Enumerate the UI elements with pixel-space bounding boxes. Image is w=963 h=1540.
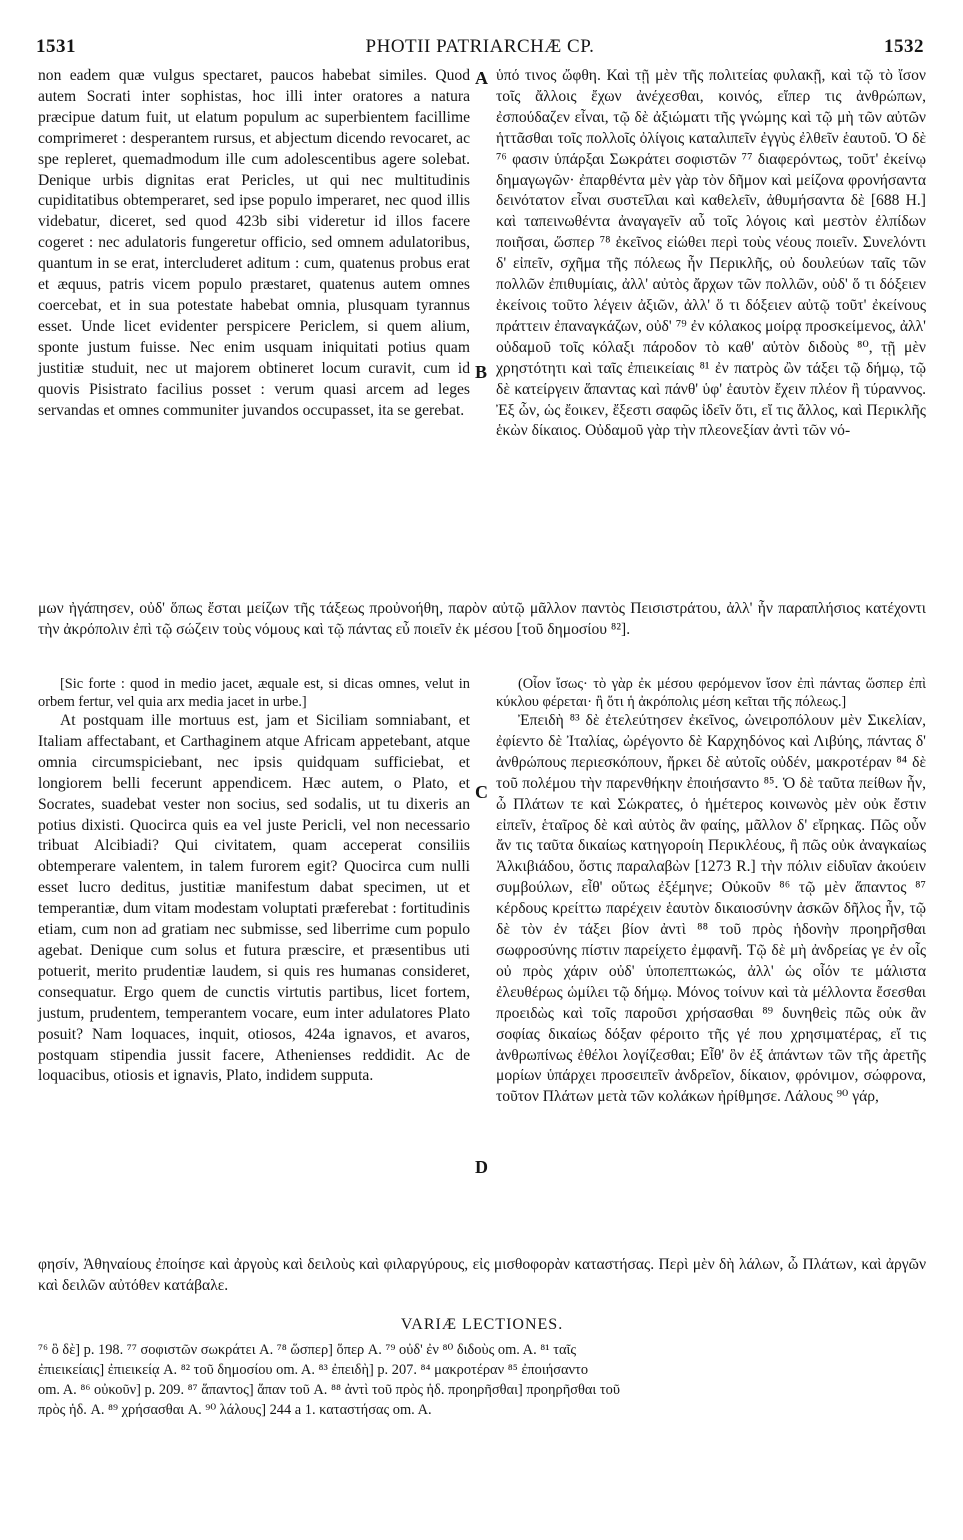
latin-column-top xyxy=(38,66,470,421)
greek-column-top xyxy=(496,66,926,442)
right-page-number: 1532 xyxy=(884,36,924,57)
margin-marker-a: A xyxy=(475,68,488,88)
variae-lectiones-list xyxy=(38,1340,926,1420)
greek-column-bottom xyxy=(496,676,926,1108)
running-header xyxy=(36,36,924,62)
greek-paragraph-2: Ἐπειδὴ ⁸³ δὲ ἐτελεύτησεν ἐκεῖνος, ὠνειροπόλουν μὲν Σικελίαν, ἐφίεντο δὲ Ἰταλίας, ὠρέγοντο δὲ Καρχηδόνος καὶ Λιβύης, πάντας δ' ἀνθρώπους περιεσκόπουν, ἤρκει δὲ αὐτοῖς οὐδέν, μακροτέραν ⁸⁴ δὲ τοῦ πολέμου τὴν παρενθήκην ἐποιήσαντο ⁸⁵. Ὁ δὲ ταῦτα πείθων ἦν, ὦ Πλάτων τε καὶ Σώκρατες, ὁ ἡμέτερος κοινωνὸς μὲν οὐκ ἔστιν εἰπεῖν, ἑταῖρος δὲ καὶ αὐτὸς ἂν φαίης, μᾶλλον δ' εἴρηκας. Πῶς οὖν ἄν τις ταῦτα δικαίως κατηγοροίη Περικλέους, ἢ πῶς οὐκ ἀναγκαίως Ἀλκιβιάδου, ὅστις παραλαβὼν [1273 R.] τὴν πόλιν εἰδυῖαν ἀκούειν συμβούλων, εἶθ' οὕτως ἐξέμηνε; Οὐκοῦν ⁸⁶ τῷ μὲν ἅπαντος ⁸⁷ κέρδους κρείττω παρέχειν ἑαυτὸν δικαιοσύνην ἀσκῶν δῆλος ἦν, τῷ δὲ τὸν ἐν τάξει βίον ἀντὶ ⁸⁸ τοῦ πρὸς ἡδονὴν προηρῆσθαι σωφροσύνης πίστιν παρείχετο ἐμφανῆ. Τῷ δὲ μὴ ἀνδρείας γε ἐν οἷς οὐ πρὸς χάριν οὐδ' ὑποπεπτωκώς, ἀλλ' ὡς οἷόν τε μάλιστα ἐλευθέρως ὡμίλει τῷ δήμῳ. Μόνος τοίνυν καὶ τὰ μέλλοντα ἔσεσθαι προειδὼς καὶ τοῖς παροῦσι χρήσασθαι ⁸⁹ δυνηθεὶς πῶς οὐκ ἂν σοφίας δικαίως δόξαν φέροιτο τῆς γέ που χρησιματέρας, εἴ τις ἀνθρωπίνως ἐθέλοι λογίζεσθαι; Εἶθ' ὃν ἐξ ἁπάντων τῶν τῆς ἀρετῆς μορίων ὑπάρχει προσειπεῖν ἀνδρεῖον, δίκαιον, φρόνιμον, σώφρονα, τοῦτον Πλάτων μετὰ τῶν κολάκων ἠρίθμησε. Λάλους ⁹⁰ γάρ, xyxy=(496,712,926,1106)
latin-bracket-note: [Sic forte : quod in medio jacet, æquale est, si dicas omnes, velut in orbem fertur, vel quia arx media jacet in urbe.] xyxy=(38,676,470,710)
variae-line: om. A. ⁸⁶ οὐκοῦν] p. 209. ⁸⁷ ἅπαντος] ἅπαν τοῦ A. ⁸⁸ ἀντὶ τοῦ πρὸς ἡδ. προηρῆσθαι] προηρῆσθαι τοῦ xyxy=(38,1382,620,1398)
left-page-number: 1531 xyxy=(36,36,76,57)
running-title: PHOTII PATRIARCHÆ CP. xyxy=(365,36,595,57)
latin-column-bottom xyxy=(38,676,470,1087)
greek-paragraph-1: ὑπό τινος ὤφθη. Καὶ τῇ μὲν τῆς πολιτείας φυλακῇ, καὶ τῷ τὸ ἴσον τοῖς ἄλλοις ἔχων ἀνέχεσθαι, κοινός, εἴπερ τις ἀνθρώπων, ἐσπούδαζεν εἶναι, τῷ δὲ ἀξιώματι τῆς γνώμης καὶ τῷ μὴ τῶν αὐτῶν ἡττᾶσθαι τοῖς πολλοῖς ὀλίγοις καταλιπεῖν ἐγγὺς ἐλθεῖν ἑαυτοῦ. Ὁ δὲ ⁷⁶ φασιν ὑπάρξαι Σωκράτει σοφιστῶν ⁷⁷ διαφερόντως, τοῦτ' ἐκείνῳ δημαγωγῶν· ἐπαρθέντα μὲν γὰρ τὸν δῆμον καὶ μείζονα φρονήσαντα δεινότατον εἶναι συστεῖλαι καὶ καθελεῖν, ἀθυμήσαντα δὲ [688 H.] καὶ ταπεινωθέντα ἀναγαγεῖν αὖ τοῖς λόγοις καὶ μεστὸν ἐλπίδων ποιῆσαι, ὥσπερ ⁷⁸ ἐκεῖνος εἰώθει περὶ τοὺς νέους ποιεῖν. Συνελόντι δ' εἰπεῖν, σχῆμα τῆς πόλεως ἦν Περικλῆς, οὐ δουλεύων ταῖς τῶν πολλῶν ἐπιθυμίαις, ἀλλ' αὐτὸς ἄρχων τῶν πολλῶν, οὐδ' ὅ τι δόξειεν ἐκείνοις τοῦτο λέγειν ἀξιῶν, ἀλλ' ὅ τι δόξειεν αὐτῷ τοῦτ' ἐκείνους πράττειν ἐπαναγκάζων, οὐδ' ⁷⁹ ἐν κόλακος μοίρᾳ προσκείμενος, ἀλλ' οὐδαμοῦ τοῖς κόλαξι πάροδον τὸ καθ' αὑτὸν διδοὺς ⁸⁰, τῇ μὲν χρηστότητι καὶ ταῖς ἐπιεικείαις ⁸¹ ἐν πατρὸς ὢν τάξει τῷ δήμῳ, τῷ δὲ κατείργειν ἅπαντας καὶ πάνθ' ὑφ' ἑαυτὸν ἔχειν πλέον ἢ τύραννος. Ἐξ ὧν, ὡς ἔοικεν, ἔξεστι σαφῶς ἰδεῖν ὅτι, εἴ τις ἄλλος, καὶ Περικλῆς ἑκὼν δίκαιος. Οὐδαμοῦ γὰρ τὴν πλεονεξίαν ἀντὶ τῶν νό- xyxy=(496,67,926,440)
variae-line: πρὸς ἡδ. A. ⁸⁹ χρήσασθαι A. ⁹⁰ λάλους] 244 a 1. καταστήσας om. A. xyxy=(38,1402,432,1418)
greek-spanning-line-2: φησίν, Ἀθηναίους ἐποίησε καὶ ἀργοὺς καὶ δειλοὺς καὶ φιλαργύρους, εἰς μισθοφορὰν καταστήσας. Περὶ μὲν δὴ λάλων, ὦ Πλάτων, καὶ ἀργῶν καὶ δειλῶν αὐτόθεν κατάβαλε. xyxy=(38,1256,926,1294)
greek-spanning-line-1: μων ἠγάπησεν, οὐδ' ὅπως ἔσται μείζων τῆς τάξεως προὐνοήθη, παρὸν αὐτῷ μᾶλλον παντὸς Πεισιστράτου, ἀλλ' ἦν παραπλήσιος κατέχοντι τὴν ἀκρόπολιν ἐπὶ τῷ σώζειν τοὺς νόμους καὶ τῷ πάντας εὖ ποιεῖν ἐκ μέσου [τοῦ δημοσίου ⁸²]. xyxy=(38,600,926,638)
latin-paragraph-1: non eadem quæ vulgus spectaret, paucos habebat similes. Quod autem Socrati inter sophistas, hoc illi inter oratores a natura præcipue datum fuit, ut elatum populum ac superbientem facillime comprimeret : desperantem rursus, et abjectum dicendo revocaret, ac spe repleret, quemadmodum ille cum adolescentibus agere solebat. Denique urbis dignitas erat Pericles, ut qui nec multitudinis cupiditatibus obtemperaret, sed ipse populo imperaret, nec quod illis videbatur, diceret, sed quod 423b sibi videretur id illos facere cogeret : nec adulatoris fungeretur officio, sed omnem adulatoribus, quantum in se erat, intercluderet aditum : cum, quatenus probus erat et æquus, patris vicem populo præstaret, quatenus autem omnes coercebat, et in sua potestate habebat omnia, plusquam tyrannus esset. Unde licet evidenter perspicere Periclem, si quem alium, sponte justum fuisse. Nec enim usquam iniquitati potius quam justitiæ studuit, nec ut majorem obtineret locum curavit, cum id quovis Pisistrato facilius posset : verum quasi arcem ad leges servandas et omnes communiter juvandos occupasset, ita se gerebat. xyxy=(38,67,470,419)
variae-line: ἐπιεικείαις] ἐπιεικείᾳ A. ⁸² τοῦ δημοσίου om. A. ⁸³ ἐπειδὴ] p. 207. ⁸⁴ μακροτέραν ⁸⁵ ἐποιήσαντο xyxy=(38,1362,589,1378)
variae-line: ⁷⁶ ὃ δὲ] p. 198. ⁷⁷ σοφιστῶν σωκράτει A. ⁷⁸ ὥσπερ] ὅπερ A. ⁷⁹ οὐδ' ἐν ⁸⁰ διδοὺς om. A. ⁸¹ ταῖς xyxy=(38,1342,577,1358)
greek-bracket-note: (Οἷον ἴσως· τὸ γὰρ ἐκ μέσου φερόμενον ἴσον ἐπὶ πάντας ὥσπερ ἐπὶ κύκλου φέρεται· ἢ ὅτι ἡ ἀκρόπολις μέση κεῖται τῆς πόλεως.] xyxy=(496,676,926,710)
margin-marker-d: D xyxy=(475,1157,488,1177)
latin-paragraph-2: At postquam ille mortuus est, jam et Siciliam somniabant, et Italiam affectabant, et Carthaginem atque Africam appetebant, atque omnia circumspiciebant, nec ipsis quidquam sufficiebat, et longiorem belli fecerunt appendicem. Hæc autem, o Plato, et Socrates, suadebat vester non socius, sed sodalis, ut tu dixeris an potius dixisti. Quocirca quis ea vel juste Pericli, vel non necessario tribuat Alcibiadi? Qui civitatem, quam acceperat consiliis obtemperare valentem, in talem furorem egit? Quocirca cum nulli esset lucro deditus, justitiæ manifestum dabat specimen, ut et temperantiæ, dum vitam modestam voluptati præferebat : fortitudinis etiam, cum non ad gratiam nec submisse, sed liberrime cum populo agebat. Denique cum solus et futura præscire, et præsentibus uti potuerit, merito prudentiæ laudem, si quis res humanas consideret, consequatur. Ergo quem de cunctis virtutis partibus, licet fortem, justum, prudentem, temperantem vocare, eum inter adulatores Plato posuit? Nam loquaces, inquit, otiosos, 424a ignavos, et avaros, postquam stipendia jussit facere, Athenienses reddidit. Ac de loquacibus, otiosis et ignavis, Plato, indidem supputa. xyxy=(38,712,470,1085)
variae-lectiones-heading: VARIÆ LECTIONES. xyxy=(400,1316,564,1333)
margin-marker-c: C xyxy=(475,782,488,802)
margin-marker-b: B xyxy=(475,362,488,382)
